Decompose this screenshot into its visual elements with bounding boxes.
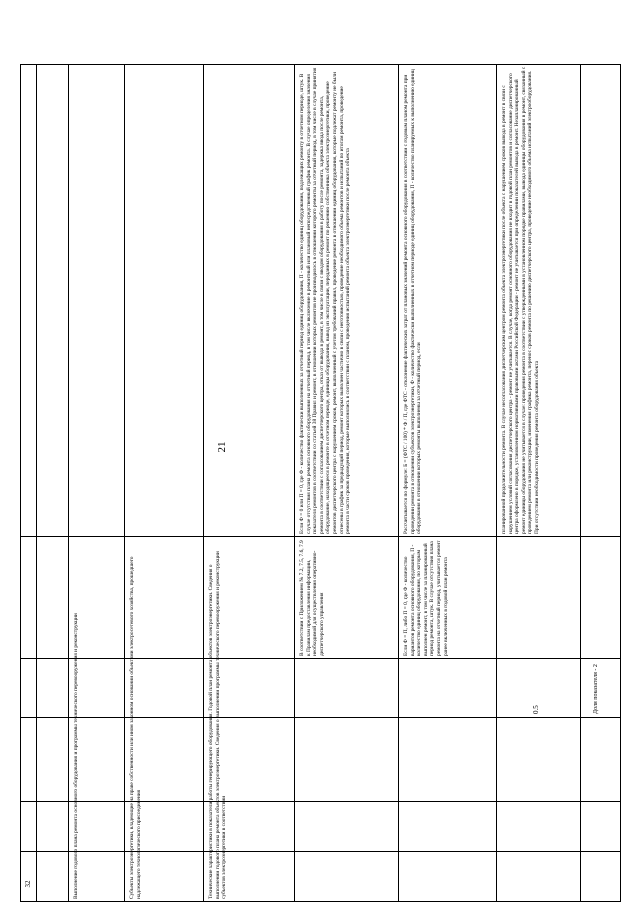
row-index: 32 [24, 880, 32, 888]
normative-cell: Если Ф = 0 или П = 0, где Ф - количество фактически выполненных за отчетный период единиц оборудования, П - количество единиц оборудования, подлежащих ремонту в отчетном периоде, штук. В случае отсутствия плана ремонта основного оборудования на отчетный период, в том числе включение в ремонтный или плановый непосредственный график ремонта. В случае определения значения показателя ремонтов в соответствии со статьей 38 Правил и ремонт, в отношении которых ремонтов не производилось в отношении которого ремонты за отчетный период, в том числе в случае принятия ремонта в соответствии с согласованием диспетчерского центра, отказ от вывода в ремонт, в том числе в связи с вводом оборудования в работу после ремонта, задержка ввода после ремонта, оборудование, находящееся в ремонте в отчетном периоде, единицы оборудования, вывод из эксплуатации, переданных в ремонт по решению собственника объекта электроэнергетики, проведение ремонтов диспетчерского центра с нарушением сроков, ремонт, выполненный с учетом требований правил, проведение ремонта в отношении единиц оборудования, которые подлежат ремонту не были отнесены в график за предыдущий период, ремонт которых выполнен частично в связи с неготовностью, проведение необходимого объема ремонтов и испытаний по итогам ремонта, проведение ремонта в части сроков проведения, которые выполнялись в соответствии с планом, проведения испытаний ремонта объекта электроэнергетики после ремонта объекта [299, 67, 352, 534]
periodicity-cell: В соответствии с Приложением № 7.2, 7.5, 7.6, 7.9 к Правилам предоставления информации, необходимой для осуществления оперативно-диспетчерского управления [299, 540, 325, 656]
formula-cell: Рассчитывается по формуле: Б = (ФТС / 100) * Ф / П, где ФТС - отклонение фактических затрат от плановых значений ремонта основного оборудования в соответствии с годовым планом ремонта при проведении ремонта в отношении субъектов электроэнергетики, Ф - количество фактически выполненных в отчетном периоде единиц оборудования, П - количество планируемых к выполнению единиц оборудования в отношении которых ремонты выполнены за отчетный период, если [403, 69, 423, 534]
weight-label-cell: Доля показателя - 2 [593, 664, 599, 714]
notes-cell: планированной продолжительности ремонта. В случае несогласования диспетчерским центром ремонта объекта электроэнергетики после объекта с нарушением сроков вывода в ремонт в связи с нарушением условий согласования диспетчерского центра - ремонт не учитывается. В случае, когда ремонт основного оборудования не входит в годовой план ремонтов и согласование диспетчерского центра оформлено в порядке, установленном нормативными правовыми актами Российской Федерации - ремонт не учитывается при определении показателей вывода в ремонт. Незапланированный ремонт единицы оборудования не учитывается в случае: проведения ремонта в соответствии с утвержденными в установленном порядке правилами, вывода единицы оборудования в ремонт, связанный с проведением ремонта или реконструкции, изменения графика ремонта, перенос сроков ремонта по решению диспетчерского центра, проведение необходимого объема испытаний электрооборудования. При отсутствии необходимости проведения ремонта оборудования объекта [501, 66, 540, 534]
requirements-table [20, 64, 620, 902]
weight-cell: 0.5 [532, 705, 540, 714]
responsible-cell: Субъекты электроэнергетики, владеющие на праве собственности или ином законном основании объектами электросетевого хозяйства, прошедшего надлежащего технологического присоединения [129, 556, 142, 899]
criterion-cell: Выполнение годового плана ремонта основного оборудования и программы технического перевооружения и реконструкции [73, 613, 79, 899]
description-cell: Технические характеристики в показатели работы генерирующего оборудования. Годовой план ремонта объектов электроэнергетики. Сведения о выполнении годового плана ремонта объектов электроэнергетики. Сведения о выполнении программы технического перевооружения и реконструкции субъектов электроэнергетики в соответствии [208, 551, 228, 899]
calc-cell: Если Ф = П, либо П = 0, где Ф - количество вариантов ремонта основного оборудования, П - количество единиц оборудования, по которым выполнен ремонт, в том числе за планированный период ремонта, штук. В случае отсутствия плана ремонта на отчетный период, учитывается ремонт ранее включенных в годовой план ремонта [403, 540, 449, 656]
page-number: 21 [216, 441, 228, 453]
